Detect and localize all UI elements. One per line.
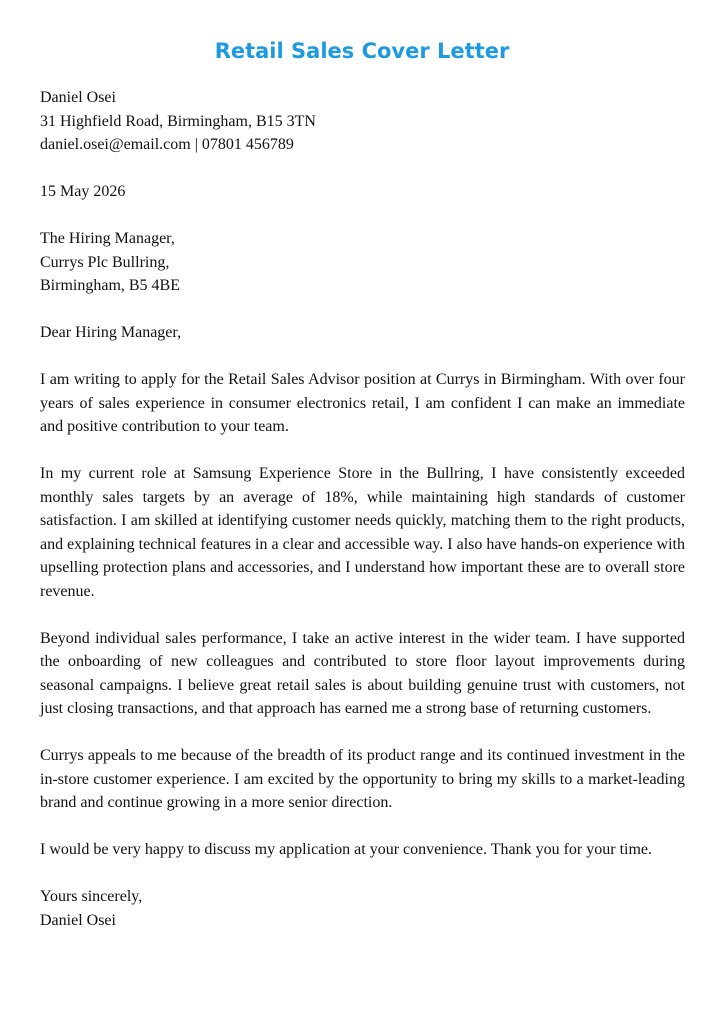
valediction: Yours sincerely,	[40, 888, 143, 905]
sender-name: Daniel Osei	[40, 89, 116, 106]
sender-block	[40, 86, 685, 157]
signature-name: Daniel Osei	[40, 911, 116, 929]
salutation-block	[40, 321, 685, 345]
recipient-line: Currys Plc Bullring,	[40, 253, 170, 271]
closing-block	[40, 885, 685, 932]
recipient-line: Birmingham, B5 4BE	[40, 277, 180, 294]
body-paragraph: Currys appeals to me because of the breadth of its product range and its continued investment in the in-store customer experience. I am excited by the opportunity to bring my skills to a market-leading brand and continue growing in a more senior direction.	[40, 747, 685, 811]
date-block	[40, 180, 685, 204]
sender-address: 31 Highfield Road, Birmingham, B15 3TN	[40, 112, 316, 130]
body-paragraph: In my current role at Samsung Experience Store in the Bullring, I have consistently exceeded monthly sales targets by an average of 18%, while maintaining high standards of customer satisfaction. I am skilled at identifying customer needs quickly, matching them to the right products, and explaining technical features in a clear and accessible way. I also have hands-on experience with upselling protection plans and accessories, and I understand how important these are to overall store revenue.	[40, 465, 685, 600]
salutation: Dear Hiring Manager,	[40, 324, 182, 341]
body-paragraph: I am writing to apply for the Retail Sales Advisor position at Currys in Birmingham. With over four years of sales experience in consumer electronics retail, I am confident I can make an immediate and positive contribution to your team.	[40, 371, 685, 435]
letter-date: 15 May 2026	[40, 183, 126, 200]
recipient-line: The Hiring Manager,	[40, 230, 175, 247]
letter-body	[40, 86, 685, 932]
recipient-block	[40, 227, 685, 298]
document-title: Retail Sales Cover Letter	[214, 39, 510, 63]
body-paragraph: Beyond individual sales performance, I take an active interest in the wider team. I have supported the onboarding of new colleagues and contributed to store floor layout improvements during seasonal campaigns. I believe great retail sales is about building genuine trust with customers, not just closing transactions, and that approach has earned me a strong base of returning customers.	[40, 629, 685, 717]
body-paragraph: I would be very happy to discuss my application at your convenience. Thank you for your time.	[40, 841, 652, 858]
sender-contact: daniel.osei@email.com | 07801 456789	[40, 136, 294, 153]
